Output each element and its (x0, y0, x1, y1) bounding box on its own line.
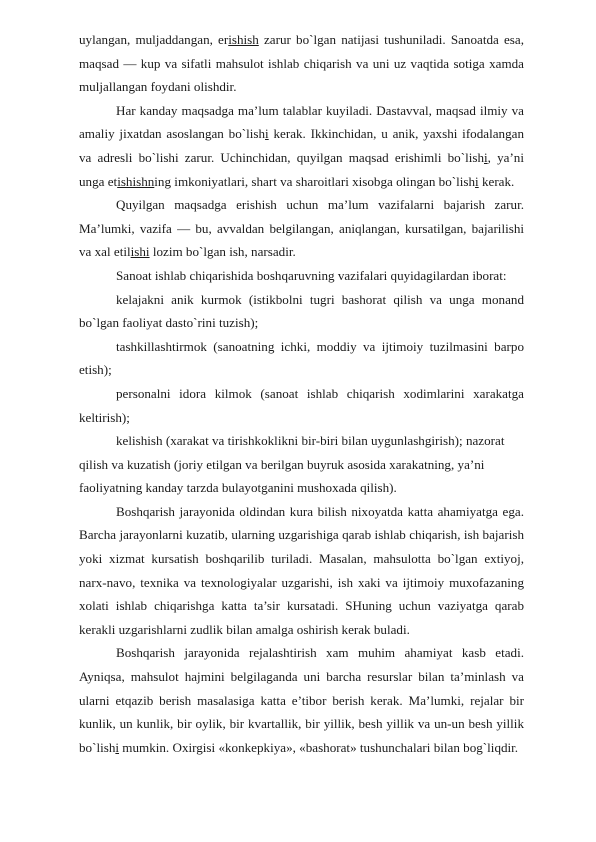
underlined-text: i (484, 149, 488, 165)
list-item-3 (79, 382, 524, 429)
text-run: kerak. Ikkinchidan, u anik, yaxshi ifodalangan va adresli bo`lishi zarur. Uchinchidan, quyilgan maqsad erishimli bo`lish (79, 126, 524, 165)
text-run: mumkin. Oxirgisi «konkepkiya», «bashorat» tushunchalari bilan bog`liqdir. (119, 739, 519, 755)
text-run: kerak. (478, 173, 515, 189)
list-item-4-end (79, 476, 524, 500)
paragraph-6 (79, 641, 524, 759)
text-run: tashkillashtirmok (sanoatning ichki, moddiy va ijtimoiy tuzilmasini barpo etish); (79, 338, 524, 378)
text-run: Quyilgan maqsadga erishish uchun ma’lum vazifalarni bajarish zarur. Ma’lumki, vazifa — bu, avvaldan belgilangan, aniqlangan, kursatilgan, bajarilishi va xal etil (79, 197, 524, 260)
underlined-text: i (475, 173, 479, 189)
underlined-text: i (115, 739, 120, 755)
text-run: qilish va kuzatish (joriy etilgan va berilgan buyruk asosida xarakatning, ya’ni (79, 456, 485, 472)
paragraph-4 (79, 264, 524, 288)
text-run: Har kanday maqsadga ma’lum talablar kuyiladi. Dastavval, maqsad ilmiy va amaliy jixatdan asoslangan bo`lish (79, 102, 524, 142)
text-run: Boshqarish jarayonida oldindan kura bilish nixoyatda katta ahamiyatga ega. Barcha jarayonlarni kuzatib, ularning uzgarishiga qarab ishlab chiqarish, ish bajarish yoki xizmat kursatish boshqarilib turiladi. Masalan, mahsulotta bo`lgan extiyoj, narx-navo, texnika va texnologiyalar uzgarishi, ish xaki va ijtimoiy muxofazaning xolati ishlab chiqarishga katta ta’sir kursatadi. SHuning uchun vaziyatga qarab kerakli uzgarishlarni zudlik bilan amalga oshirish kerak buladi. (79, 503, 524, 637)
text-run: personalni idora kilmok (sanoat ishlab chiqarish xodimlarini xarakatga keltirish); (79, 385, 524, 425)
text-run: zarur bo`lgan natijasi tushuniladi. Sanoatda esa, maqsad — kup va sifatli mahsulot ishlab chiqarish va uni uz vaqtida sotiga xamda muljallangan foydani olishdir. (79, 32, 524, 95)
text-run: Sanoat ishlab chiqarishida boshqaruvning vazifalari quyidagilardan iborat: (116, 267, 507, 283)
text-run: lozim bo`lgan ish, narsadir. (149, 244, 296, 260)
paragraph-5 (79, 500, 524, 642)
underlined-text: ishishn (117, 173, 155, 189)
paragraph-2 (79, 99, 524, 193)
document-page (79, 28, 524, 759)
text-run: kelishish (xarakat va tirishkoklikni bir-biri bilan uygunlashgirish); nazorat (116, 433, 505, 449)
text-run: faoliyatning kanday tarzda bulayotganini mushoxada qilish). (79, 480, 397, 496)
list-item-2 (79, 335, 524, 382)
text-run: ing imkoniyatlari, shart va sharoitlari xisobga olingan bo`lish (154, 173, 476, 189)
paragraph-1 (79, 28, 524, 99)
paragraph-3 (79, 193, 524, 264)
underlined-text: i (265, 126, 269, 142)
text-run: uylangan, muljaddangan, er (79, 32, 229, 47)
list-item-4-continued (79, 453, 524, 477)
underlined-text: ishish (228, 32, 259, 47)
list-item-1 (79, 288, 524, 335)
text-run: Boshqarish jarayonida rejalashtirish xam muhim ahamiyat kasb etadi. Ayniqsa, mahsulot hajmini belgilaganda uni barcha resurslar bilan ta’minlash va ularni etqazib berish masalasiga katta e’tibor berish kerak. Ma’lumki, rejalar bir kunlik, un kunlik, bir oylik, bir kvartallik, bir yillik, besh yillik va un-un besh yillik bo`lish (79, 645, 524, 755)
text-run: kelajakni anik kurmok (istikbolni tugri bashorat qilish va unga monand bo`lgan faoliyat dasto`rini tuzish); (79, 291, 524, 331)
list-item-4 (79, 429, 524, 453)
underlined-text: ishi (130, 244, 150, 260)
text-run: , ya’ni unga et (79, 149, 524, 189)
